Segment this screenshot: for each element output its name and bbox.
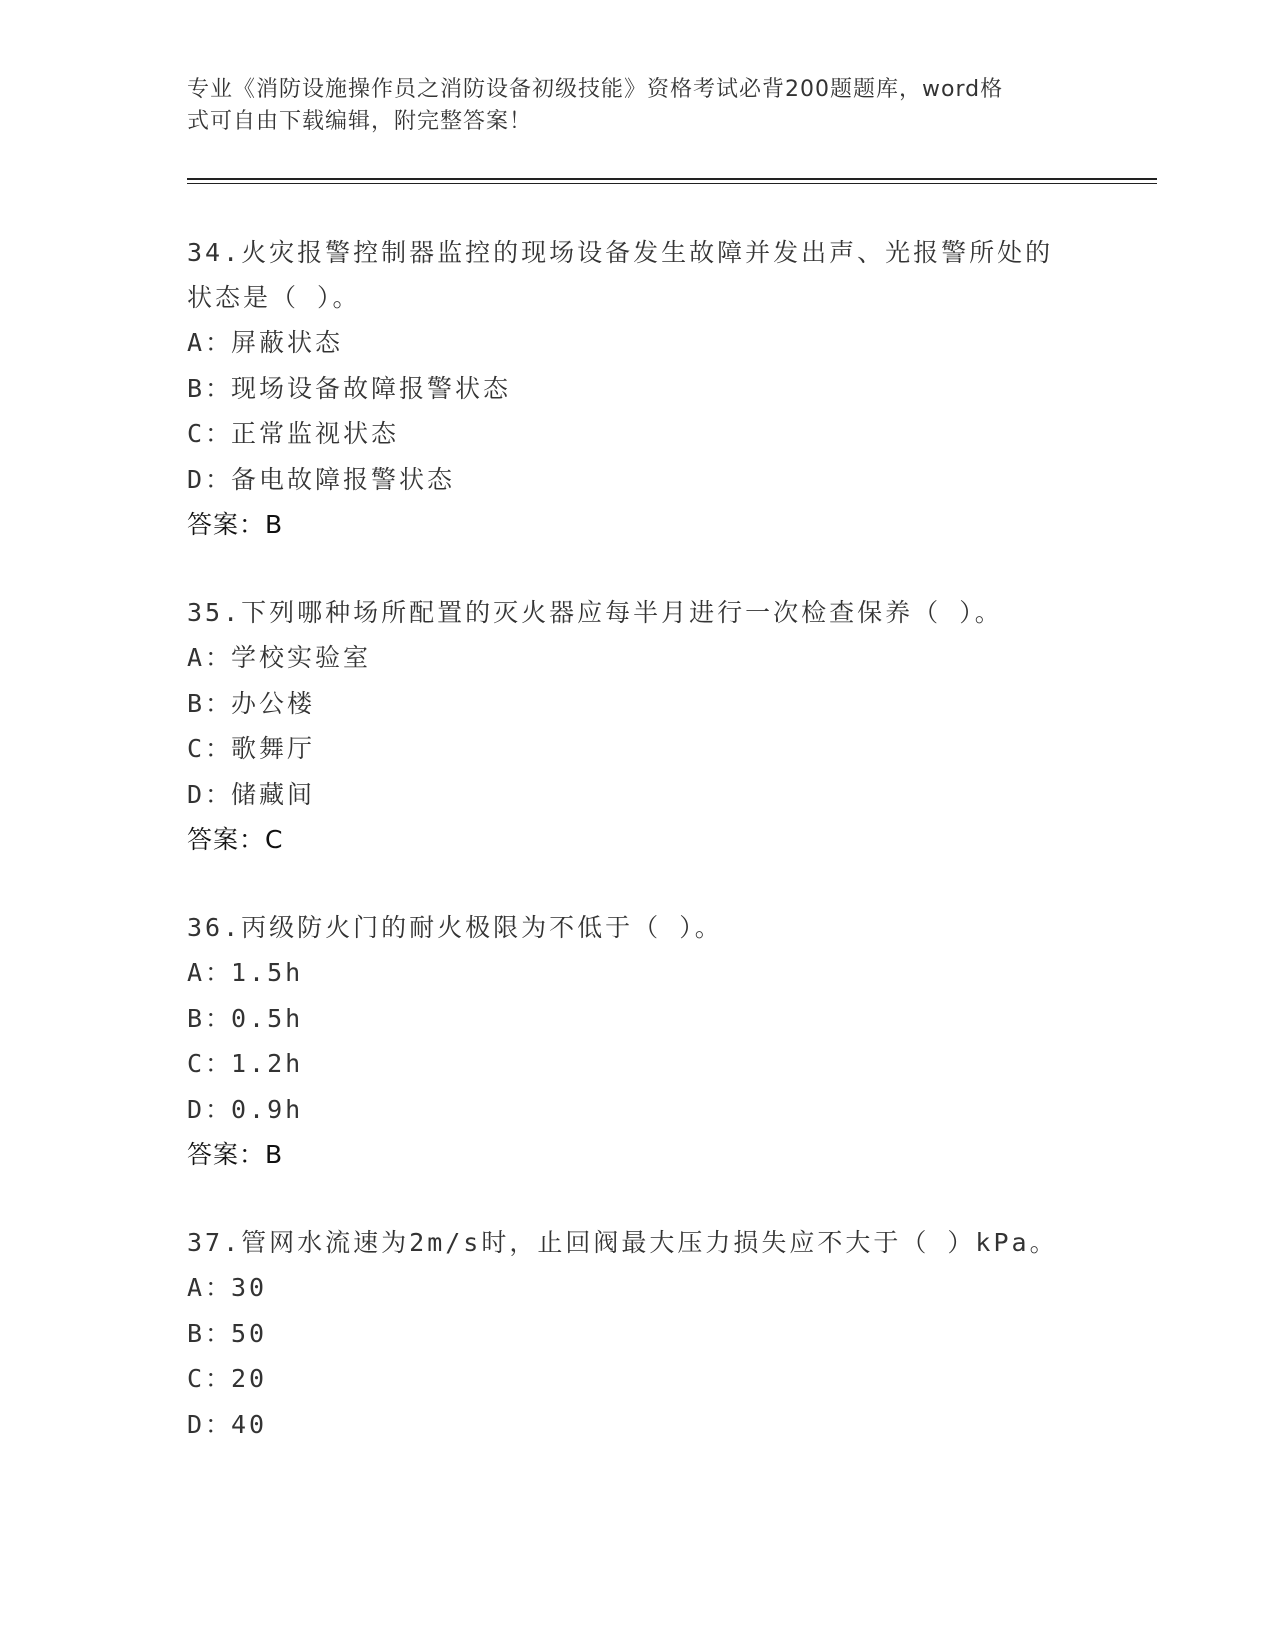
option-text: 50	[231, 1318, 268, 1348]
option-b	[187, 366, 1087, 412]
option-text: 正常监视状态	[231, 419, 400, 448]
question-35	[187, 590, 1087, 863]
option-key: C：	[187, 1364, 234, 1393]
option-a	[187, 950, 1087, 996]
option-text: 1.5h	[231, 958, 304, 987]
option-text: 备电故障报警状态	[231, 464, 456, 494]
question-stem: 35.下列哪种场所配置的灭火器应每半月进行一次检查保养（ ）。	[187, 598, 1003, 627]
option-text: 学校实验室	[231, 643, 372, 672]
option-c	[187, 1041, 1087, 1087]
header-divider	[187, 178, 1157, 184]
option-key: B：	[187, 1003, 234, 1033]
option-c	[187, 726, 1087, 772]
question-list	[187, 230, 1087, 1489]
option-key: A：	[187, 643, 234, 672]
option-key: A：	[187, 328, 234, 357]
option-text: 40	[231, 1409, 268, 1439]
header-line-2: 式可自由下载编辑，附完整答案！	[187, 109, 533, 134]
option-c	[187, 411, 1087, 457]
option-key: C：	[187, 419, 234, 448]
question-stem: 36.丙级防火门的耐火极限为不低于（ ）。	[187, 913, 723, 942]
question-36	[187, 905, 1087, 1178]
option-text: 1.2h	[231, 1049, 304, 1078]
header-line-1: 专业《消防设施操作员之消防设备初级技能》资格考试必背200题题库，word格	[187, 77, 1004, 102]
option-key: B：	[187, 688, 234, 718]
answer-label: 答案：B	[187, 1140, 284, 1169]
option-key: C：	[187, 734, 234, 763]
option-text: 0.9h	[231, 1094, 304, 1124]
option-key: D：	[187, 779, 234, 809]
option-b	[187, 996, 1087, 1042]
option-key: D：	[187, 1409, 234, 1439]
option-key: B：	[187, 373, 234, 403]
question-stem: 37.管网水流速为2m/s时，止回阀最大压力损失应不大于（ ）kPa。	[187, 1228, 1058, 1257]
document-header	[187, 74, 1067, 138]
answer-label: 答案：B	[187, 510, 284, 539]
option-text: 储藏间	[231, 779, 316, 809]
option-key: C：	[187, 1049, 234, 1078]
option-d	[187, 1087, 1087, 1133]
question-34	[187, 230, 1087, 548]
option-key: D：	[187, 1094, 234, 1124]
option-d	[187, 1402, 1087, 1448]
option-key: A：	[187, 958, 234, 987]
option-a	[187, 635, 1087, 681]
option-b	[187, 681, 1087, 727]
option-a	[187, 320, 1087, 366]
option-text: 办公楼	[231, 688, 316, 718]
option-text: 屏蔽状态	[231, 328, 344, 357]
option-text: 20	[231, 1364, 268, 1393]
option-text: 30	[231, 1273, 268, 1302]
option-key: B：	[187, 1318, 234, 1348]
option-c	[187, 1356, 1087, 1402]
option-text: 0.5h	[231, 1003, 304, 1033]
answer-label: 答案：C	[187, 825, 284, 854]
option-text: 现场设备故障报警状态	[231, 373, 512, 403]
option-key: A：	[187, 1273, 234, 1302]
option-text: 歌舞厅	[231, 734, 316, 763]
question-stem-continued: 状态是（ ）。	[187, 283, 361, 312]
option-d	[187, 457, 1087, 503]
option-d	[187, 772, 1087, 818]
option-key: D：	[187, 464, 234, 494]
question-stem: 34.火灾报警控制器监控的现场设备发生故障并发出声、光报警所处的	[187, 238, 1054, 267]
option-b	[187, 1311, 1087, 1357]
option-a	[187, 1265, 1087, 1311]
question-37	[187, 1220, 1087, 1447]
